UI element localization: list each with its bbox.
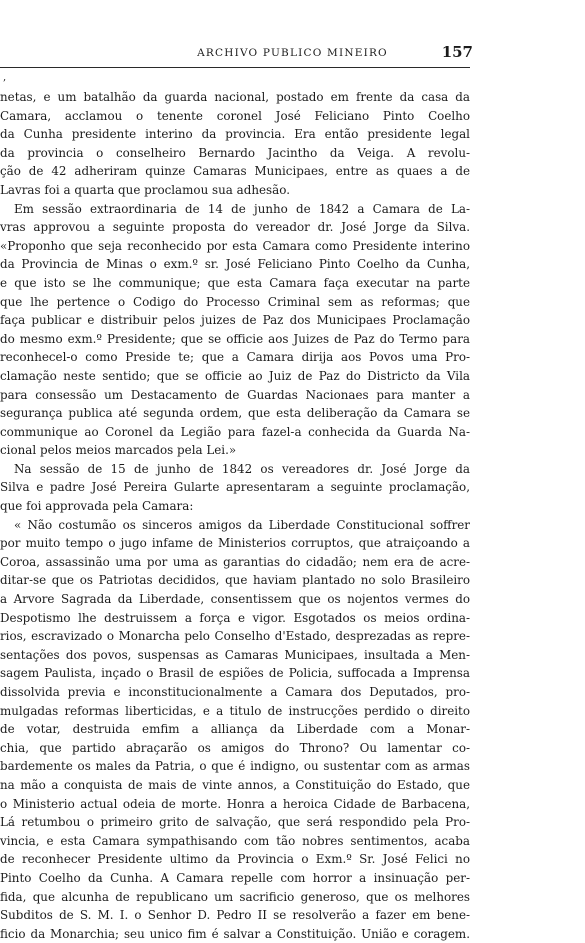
page-header — [0, 40, 585, 66]
text-line: fida, que alcunha de republicano um sacrificio generoso, que os melhores — [0, 889, 470, 904]
text-line: ção de 42 adheriram quinze Camaras Municipaes, entre as quaes a de — [0, 164, 470, 179]
text-line: chia, que partido abraçarão os amigos do Throno? Ou lamentar co- — [0, 740, 470, 755]
running-head: ARCHIVO PUBLICO MINEIRO — [197, 47, 388, 59]
text-line: cional pelos meios marcados pela Lei.» — [0, 443, 237, 458]
text-line: Coroa, assassinão uma por uma as garantias do cidadão; nem era de acre- — [0, 554, 470, 569]
text-line: ficio da Monarchia; seu unico fim é salvar a Constituição. União e coragem. — [0, 926, 470, 941]
text-line: Subditos de S. M. I. o Senhor D. Pedro II se resolverão a fazer em bene- — [0, 908, 470, 923]
text-line: faça publicar e distribuir pelos juizes de Paz dos Municipaes Proclamação — [0, 313, 470, 328]
text-line: clamação neste sentido; que se officie ao Juiz de Paz do Districto da Vila — [0, 368, 470, 383]
text-line: dissolvida previa e inconstitucionalmente a Camara dos Deputados, pro- — [0, 685, 470, 699]
text-line: communique ao Coronel da Legião para fazel-a conhecida da Guarda Na- — [0, 424, 470, 439]
text-line: que foi approvada pela Camara: — [0, 499, 194, 514]
text-line: ditar-se que os Patriotas decididos, que haviam plantado no solo Brasileiro — [0, 573, 470, 588]
body-text — [0, 88, 470, 943]
text-line: rios, escravizado o Monarcha pelo Conselho d'Estado, desprezadas as repre- — [0, 629, 470, 644]
text-line: por muito tempo o jugo infame de Ministerios corruptos, que atraiçoando a — [0, 536, 470, 551]
text-line: bardemente os males da Patria, o que é indigno, ou sustentar com as armas — [0, 759, 470, 774]
page-number: 157 — [441, 43, 473, 61]
text-line: do mesmo exm.º Presidente; que se officie aos Juizes de Paz do Termo para — [0, 331, 470, 346]
text-line: da Provincia de Minas o exm.º sr. José Feliciano Pinto Coelho da Cunha, — [0, 257, 470, 272]
text-line: de reconhecer Presidente ultimo da Provincia o Exm.º Sr. José Felici no — [0, 852, 470, 867]
stray-mark: , — [3, 72, 7, 83]
text-line: que lhe pertence o Codigo do Processo Criminal sem as reformas; que — [0, 294, 470, 309]
text-line: Camara, acclamou o tenente coronel José Feliciano Pinto Coelho — [0, 108, 470, 123]
text-line: «Proponho que seja reconhecido por esta Camara como Presidente interino — [0, 238, 470, 253]
text-line: Silva e padre José Pereira Gularte apresentaram a seguinte proclamação, — [0, 480, 470, 495]
text-line: Despotismo lhe destruissem a força e vigor. Esgotados os meios ordina- — [0, 610, 470, 625]
text-line: segurança publica até segunda ordem, que esta deliberação da Camara se — [0, 406, 470, 421]
text-line: reconhecel-o como Preside te; que a Camara dirija aos Povos uma Pro- — [0, 350, 470, 365]
text-line: Na sessão de 15 de junho de 1842 os vereadores dr. José Jorge da — [14, 461, 470, 476]
text-line: e que isto se lhe communique; que esta Camara faça executar na parte — [0, 275, 470, 290]
text-line: vras approvou a seguinte proposta do vereador dr. José Jorge da Silva. — [0, 220, 470, 235]
text-line: de votar, destruida emfim a alliança da Liberdade com a Monar- — [0, 722, 470, 737]
text-line: a Arvore Sagrada da Liberdade, consentissem que os nojentos vermes do — [0, 592, 470, 607]
text-line: Lavras foi a quarta que proclamou sua adhesão. — [0, 182, 290, 197]
text-line: « Não costumão os sinceros amigos da Liberdade Constitucional soffrer — [14, 517, 470, 532]
text-line: Pinto Coelho da Cunha. A Camara repelle com horror a insinuação per- — [0, 870, 470, 885]
header-rule — [0, 67, 470, 68]
text-line: vincia, e esta Camara sympathisando com tão nobres sentimentos, acaba — [0, 833, 470, 848]
text-line: na mão a conquista de mais de vinte annos, a Constituição do Estado, que — [0, 777, 470, 792]
text-line: sagem Paulista, inçado o Brasil de espiões de Policia, suffocada a Imprensa — [0, 666, 470, 681]
text-line: netas, e um batalhão da guarda nacional, postado em frente da casa da — [0, 90, 470, 104]
text-line: mulgadas reformas liberticidas, e a titulo de instrucções perdido o direito — [0, 703, 470, 718]
text-line: da provincia o conselheiro Bernardo Jacintho da Veiga. A revolu- — [0, 145, 470, 160]
text-line: para consessão um Destacamento de Guardas Nacionaes para manter a — [0, 387, 470, 402]
text-line: o Ministerio actual odeia de morte. Honra a heroica Cidade de Barbacena, — [0, 796, 470, 811]
text-line: Em sessão extraordinaria de 14 de junho de 1842 a Camara de La- — [14, 201, 470, 216]
text-line: sentações dos povos, suspensas as Camaras Municipaes, insultada a Men- — [0, 647, 470, 662]
text-line: da Cunha presidente interino da provincia. Era então presidente legal — [0, 127, 470, 142]
text-line: Lá retumbou o primeiro grito de salvação, que será respondido pela Pro- — [0, 815, 470, 830]
